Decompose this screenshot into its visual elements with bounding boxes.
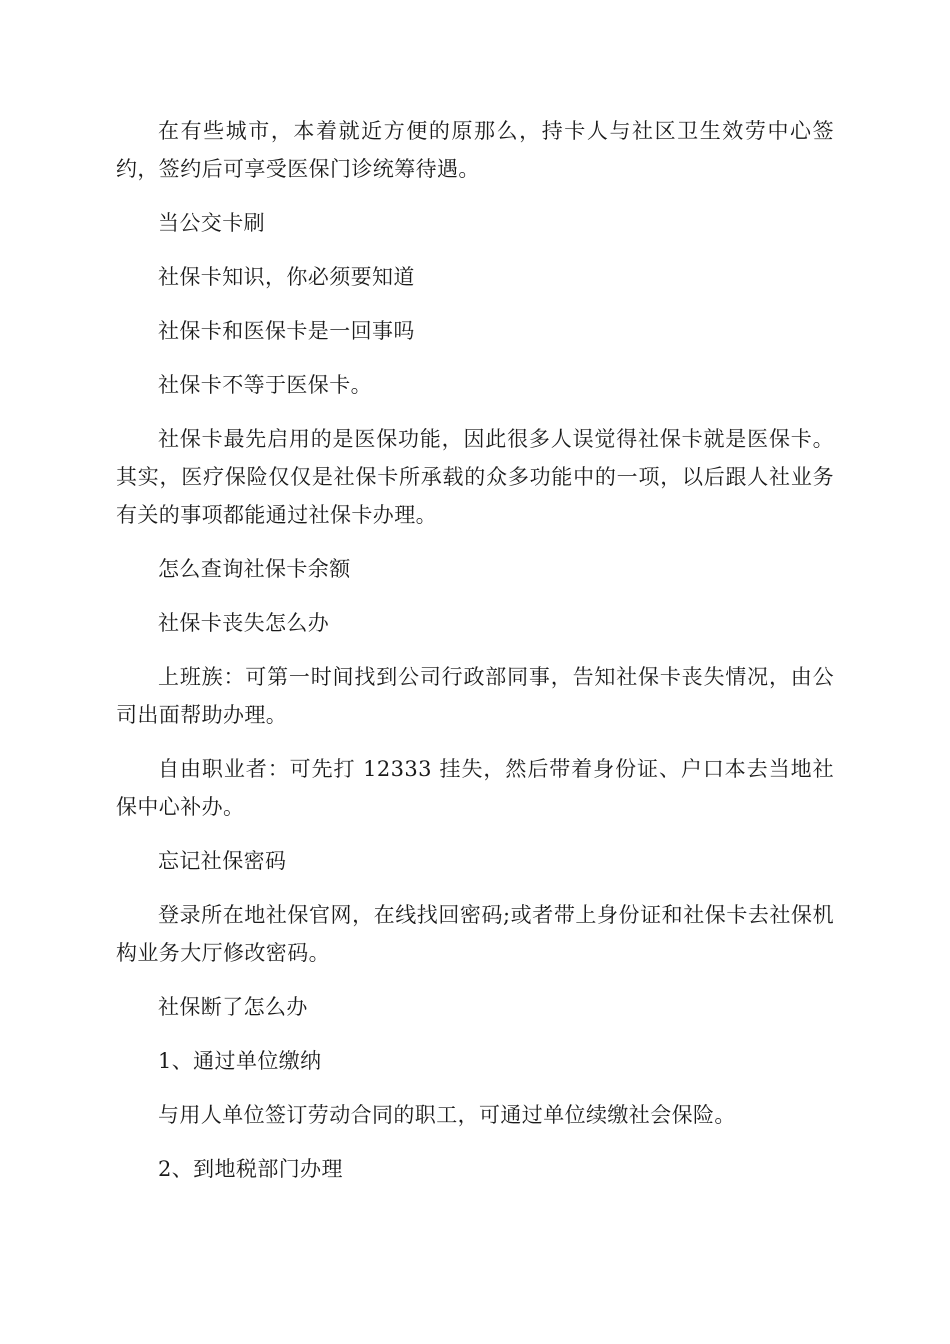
paragraph: 社保卡丧失怎么办 — [158, 611, 330, 635]
paragraph: 社保断了怎么办 — [158, 995, 308, 1019]
paragraph: 社保卡和医保卡是一回事吗 — [158, 319, 415, 343]
paragraph: 社保卡最先启用的是医保功能，因此很多人误觉得社保卡就是医保卡。其实，医疗保险仅仅是社保卡所承载的众多功能中的一项，以后跟人社业务有关的事项都能通过社保卡办理。 — [116, 427, 834, 527]
paragraph: 1、通过单位缴纳 — [158, 1049, 322, 1073]
paragraph: 忘记社保密码 — [158, 849, 287, 873]
paragraph: 登录所在地社保官网，在线找回密码;或者带上身份证和社保卡去社保机构业务大厅修改密码。 — [116, 903, 834, 965]
paragraph: 怎么查询社保卡余额 — [158, 557, 351, 581]
paragraph: 社保卡知识，你必须要知道 — [158, 265, 415, 289]
paragraph: 社保卡不等于医保卡。 — [158, 373, 372, 397]
paragraph: 在有些城市，本着就近方便的原那么，持卡人与社区卫生效劳中心签约，签约后可享受医保门诊统筹待遇。 — [116, 119, 834, 181]
paragraph: 自由职业者：可先打 12333 挂失，然后带着身份证、户口本去当地社保中心补办。 — [116, 757, 834, 819]
paragraph: 2、到地税部门办理 — [158, 1157, 343, 1181]
paragraph: 上班族：可第一时间找到公司行政部同事，告知社保卡丧失情况，由公司出面帮助办理。 — [116, 665, 834, 727]
paragraph: 与用人单位签订劳动合同的职工，可通过单位续缴社会保险。 — [158, 1103, 736, 1127]
document-body — [116, 112, 834, 1204]
paragraph: 当公交卡刷 — [158, 211, 265, 235]
